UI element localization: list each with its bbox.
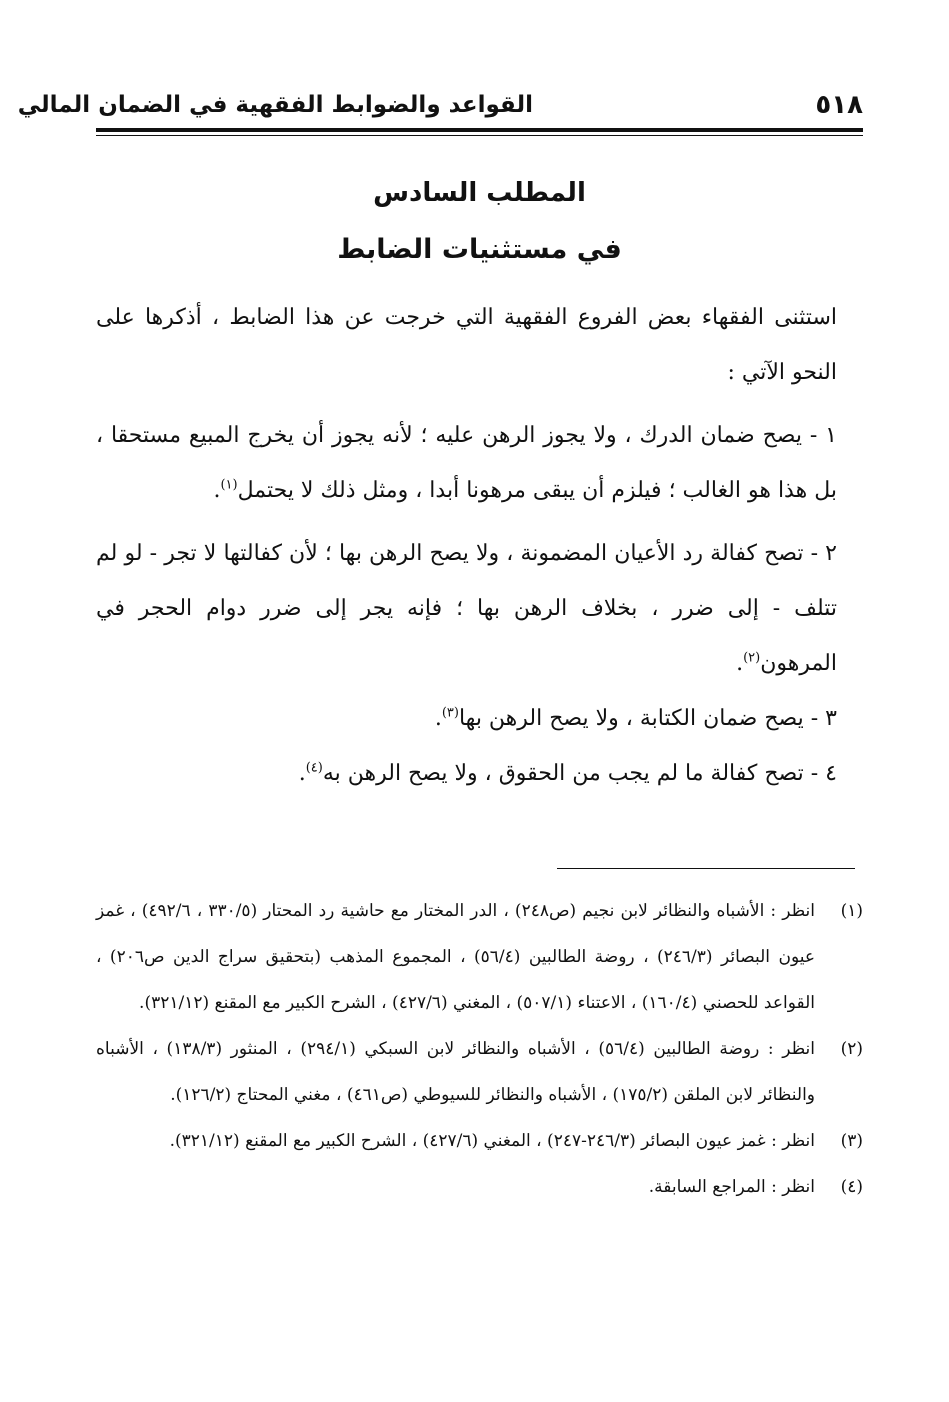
footnote-reference[interactable]: (٣) xyxy=(441,705,459,721)
footnote-separator xyxy=(557,868,855,869)
footnote-marker: (١) xyxy=(840,901,864,921)
running-title: القواعد والضوابط الفقهية في الضمان المالي xyxy=(17,92,533,118)
footnote-reference[interactable]: (٤) xyxy=(305,760,323,776)
exception-item-2: ٢ - تصح كفالة رد الأعيان المضمونة ، ولا يصح الرهن بها ؛ لأن كفالتها لا تجر - لو لم تتلف - إلى ضرر ، بخلاف الرهن بها ؛ فإنه يجر إلى ضرر دوام الحجر في المرهون$^{(٢)}$. xyxy=(96,541,837,676)
exception-item-1: ١ - يصح ضمان الدرك ، ولا يجوز الرهن عليه ؛ لأنه يجوز أن يخرج المبيع مستحقا ، بل هذا هو الغالب ؛ فيلزم أن يبقى مرهونا أبدا ، ومثل ذلك لا يحتمل$^{(١)}$. xyxy=(96,423,837,503)
main-text xyxy=(96,290,837,801)
footnote-text: انظر : روضة الطالبين (٥٦/٤) ، الأشباه والنظائر لابن السبكي (٢٩٤/١) ، المنثور (١٣٨/٣) ، الأشباه والنظائر لابن الملقن (١٧٥/٢) ، الأشباه والنظائر للسيوطي (ص٤٦١) ، مغني المحتاج (١٢٦/٢). xyxy=(96,1039,816,1105)
running-header xyxy=(17,88,863,128)
footnote-text: انظر : المراجع السابقة. xyxy=(648,1177,815,1197)
footnotes xyxy=(96,888,863,1210)
page-number: ٥١٨ xyxy=(815,90,863,120)
header-rule-thick xyxy=(96,128,863,132)
exception-item-text: ٤ - تصح كفالة ما لم يجب من الحقوق ، ولا يصح الرهن به xyxy=(322,761,837,786)
footnote-reference[interactable]: (٢) xyxy=(743,650,761,666)
exception-item-3: ٣ - يصح ضمان الكتابة ، ولا يصح الرهن بها$^{(٣)}$. xyxy=(434,705,837,731)
footnote-marker: (٢) xyxy=(840,1039,864,1059)
footnote-text: انظر : غمز عيون البصائر (٢٤٦/٣-٢٤٧) ، المغني (٤٢٧/٦) ، الشرح الكبير مع المقنع (٣٢١/١٢). xyxy=(169,1131,815,1151)
section-heading: المطلب السادس xyxy=(373,178,586,208)
footnote-3 xyxy=(96,1118,863,1164)
footnote-1 xyxy=(96,888,863,1026)
exception-item-text: ١ - يصح ضمان الدرك ، ولا يجوز الرهن عليه ؛ لأنه يجوز أن يخرج المبيع مستحقا ، بل هذا هو الغالب ؛ فيلزم أن يبقى مرهونا أبدا ، ومثل ذلك لا يحتمل xyxy=(96,423,837,503)
exception-item-4: ٤ - تصح كفالة ما لم يجب من الحقوق ، ولا يصح الرهن به$^{(٤)}$. xyxy=(298,760,837,786)
footnote-reference[interactable]: (١) xyxy=(220,477,238,493)
footnote-4 xyxy=(96,1164,863,1210)
section-subheading: في مستثنيات الضابط xyxy=(337,234,622,265)
intro-paragraph: استثنى الفقهاء بعض الفروع الفقهية التي خرجت عن هذا الضابط ، أذكرها على النحو الآتي : xyxy=(96,305,837,385)
header-rule-thin xyxy=(96,135,863,136)
exception-item-text: ٢ - تصح كفالة رد الأعيان المضمونة ، ولا يصح الرهن بها ؛ لأن كفالتها لا تجر - لو لم تتلف - إلى ضرر ، بخلاف الرهن بها ؛ فإنه يجر إلى ضرر دوام الحجر في المرهون xyxy=(96,541,837,676)
footnote-2 xyxy=(96,1026,863,1118)
footnote-marker: (٤) xyxy=(840,1177,863,1197)
footnote-marker: (٣) xyxy=(840,1131,863,1151)
footnote-text: انظر : الأشباه والنظائر لابن نجيم (ص٢٤٨) ، الدر المختار مع حاشية رد المحتار (٣٣٠/٥ ، ٤٩٢/٦) ، غمز عيون البصائر (٢٤٦/٣) ، روضة الطالبين (٥٦/٤) ، المجموع المذهب (بتحقيق سراج الدين ص٢٠٦) ، القواعد للحصني (١٦٠/٤) ، الاعتناء (٥٠٧/١) ، المغني (٤٢٧/٦) ، الشرح الكبير مع المقنع (٣٢١/١٢). xyxy=(96,901,816,1013)
exception-item-text: ٣ - يصح ضمان الكتابة ، ولا يصح الرهن بها xyxy=(458,706,837,731)
